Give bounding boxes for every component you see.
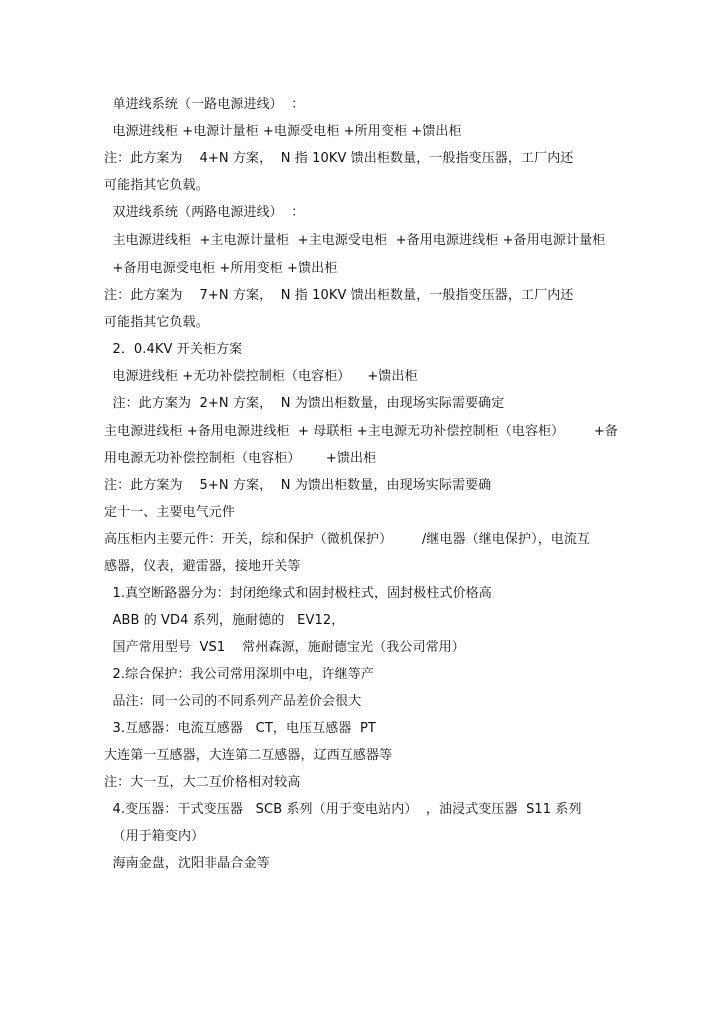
text-line: ABB 的 VD4 系列，施耐德的 EV12，	[104, 613, 345, 628]
text-line: 感器，仪表，避雷器，接地开关等	[104, 559, 301, 574]
text-line: 电源进线柜 +电源计量柜 +电源受电柜 +所用变柜 +馈出柜	[104, 124, 462, 139]
text-line: 电源进线柜 +无功补偿控制柜（电容柜） +馈出柜	[104, 369, 418, 384]
text-line: 2.综合保护：我公司常用深圳中电，许继等产	[104, 667, 374, 682]
text-line: 海南金盘，沈阳非晶合金等	[104, 856, 270, 871]
text-line: 注：此方案为 7+N 方案， N 指 10KV 馈出柜数量，一般指变压器，工厂内还	[104, 288, 574, 303]
text-line: 双进线系统（两路电源进线） ：	[104, 205, 305, 220]
text-line: 主电源进线柜 +主电源计量柜 +主电源受电柜 +备用电源进线柜 +备用电源计量柜	[104, 233, 606, 248]
text-line: +备用电源受电柜 +所用变柜 +馈出柜	[104, 261, 338, 276]
text-line: 可能指其它负载。	[104, 315, 209, 330]
text-line: （用于箱变内）	[104, 829, 205, 844]
text-line: 2．0.4KV 开关柜方案	[104, 342, 243, 357]
text-line: 可能指其它负载。	[104, 178, 209, 193]
text-line: 品注：同一公司的不同系列产品差价会很大	[104, 694, 362, 709]
text-line: 4.变压器：干式变压器 SCB 系列（用于变电站内） ，油浸式变压器 S11 系列	[104, 802, 582, 817]
text-line: 大连第一互感器，大连第二互感器，辽西互感器等	[104, 748, 393, 763]
text-line: 定十一、主要电气元件	[104, 505, 236, 520]
text-line: 1.真空断路器分为：封闭绝缘式和固封极柱式，固封极柱式价格高	[104, 586, 492, 601]
text-line: 单进线系统（一路电源进线） ：	[104, 97, 305, 112]
text-line: 注：此方案为 5+N 方案， N 为馈出柜数量，由现场实际需要确	[104, 478, 492, 493]
text-line: 用电源无功补偿控制柜（电容柜） +馈出柜	[104, 451, 377, 466]
text-line: 国产常用型号 VS1 常州森源，施耐德宝光（我公司常用）	[104, 640, 465, 655]
text-line: 3.互感器：电流互感器 CT，电压互感器 PT	[104, 721, 376, 736]
text-line: 主电源进线柜 +备用电源进线柜 + 母联柜 +主电源无功补偿控制柜（电容柜） +备	[104, 424, 618, 439]
text-line: 高压柜内主要元件：开关，综和保护（微机保护） /继电器（继电保护），电流互	[104, 532, 591, 547]
text-line: 注：大一互，大二互价格相对较高	[104, 775, 301, 790]
text-line: 注：此方案为 2+N 方案， N 为馈出柜数量，由现场实际需要确定	[104, 396, 505, 411]
text-line: 注：此方案为 4+N 方案， N 指 10KV 馈出柜数量，一般指变压器，工厂内还	[104, 151, 574, 166]
